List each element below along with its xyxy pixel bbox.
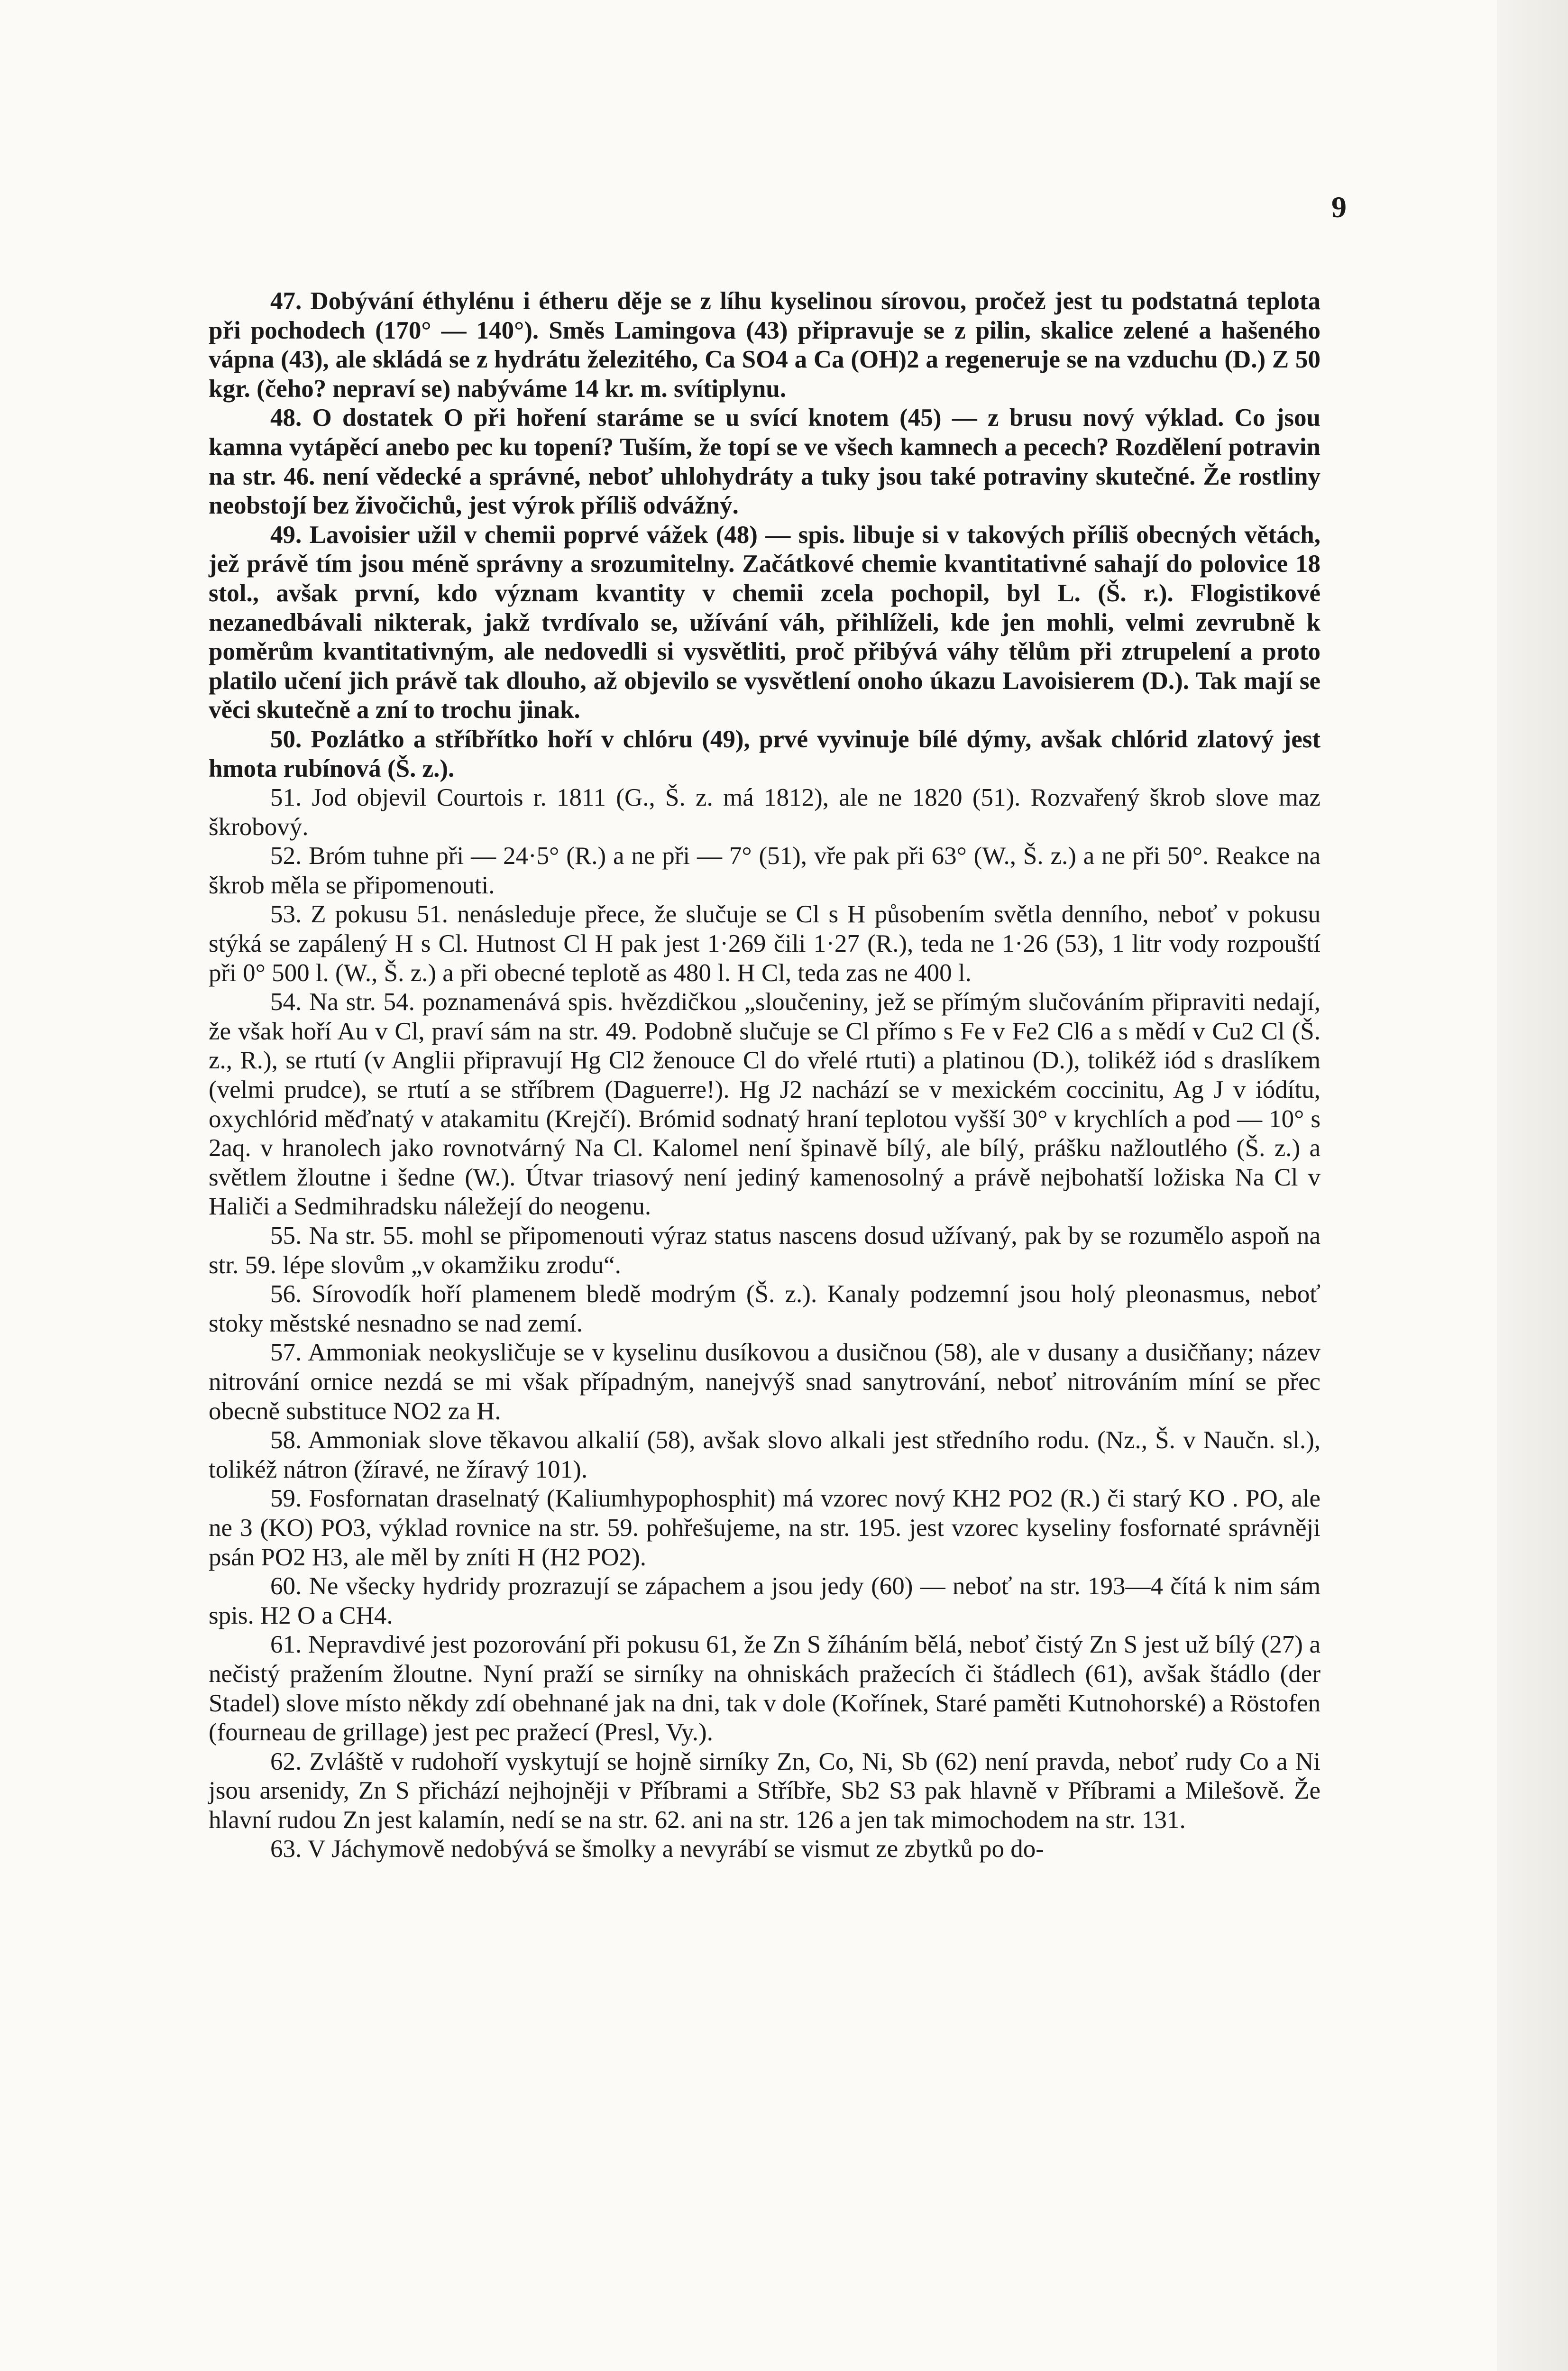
page-corner-mark bbox=[1473, 2362, 1568, 2371]
paragraph-63: 63. V Jáchymově nedobývá se šmolky a nevyrábí se vismut ze zbytků po do- bbox=[270, 1835, 1044, 1863]
paragraph-59: 59. Fosfornatan draselnatý (Kaliumhypophosphit) má vzorec nový KH2 PO2 (R.) či starý KO . PO, ale ne 3 (KO) PO3, výklad rovnice na str. 59. pohřešujeme, na str. 195. jest vzorec kyseliny fosfornaté správněji psán PO2 H3, ale měl by zníti H (H2 PO2). bbox=[209, 1485, 1320, 1571]
paragraph-53: 53. Z pokusu 51. nenásleduje přece, že slučuje se Cl s H působením světla denního, neboť v pokusu stýká se zapálený H s Cl. Hutnost Cl H pak jest 1·269 čili 1·27 (R.), teda ne 1·26 (53), 1 litr vody rozpouští při 0° 500 l. (W., Š. z.) a při obecné teplotě as 480 l. H Cl, teda zas ne 400 l. bbox=[209, 901, 1320, 987]
paragraph-62: 62. Zvláště v rudohoří vyskytují se hojně sirníky Zn, Co, Ni, Sb (62) není pravda, neboť rudy Co a Ni jsou arsenidy, Zn S přichází nejhojněji v Příbrami a Stříbře, Sb2 S3 pak hlavně v Příbrami a Milešově. Že hlavní rudou Zn jest kalamín, nedí se na str. 62. ani na str. 126 a jen tak mimochodem na str. 131. bbox=[209, 1747, 1320, 1834]
paragraph-51: 51. Jod objevil Courtois r. 1811 (G., Š. z. má 1812), ale ne 1820 (51). Rozvařený škrob slove maz škrobový. bbox=[209, 784, 1320, 841]
paragraph-54: 54. Na str. 54. poznamenává spis. hvězdičkou „sloučeniny, jež se přímým slučováním připraviti nedají, že však hoří Au v Cl, praví sám na str. 49. Podobně slučuje se Cl přímo s Fe v Fe2 Cl6 a s mědí v Cu2 Cl (Š. z., R.), se rtutí (v Anglii připravují Hg Cl2 ženouce Cl do vřelé rtuti) a platinou (D.), tolikéž iód s draslíkem (velmi prudce), se rtutí a se stříbrem (Daguerre!). Hg J2 nachází se v mexickém coccinitu, Ag J v iódítu, oxychlórid měďnatý v atakamitu (Krejčí). Brómid sodnatý hraní teplotou vyšší 30° v krychlích a pod — 10° s 2aq. v hranolech jako rovnotvárný Na Cl. Kalomel není špinavě bílý, ale bílý, prášku nažloutlého (Š. z.) a světlem žloutne i šedne (W.). Útvar triasový není jediný kamenosolný a právě nejbohatší ložiska Na Cl v Haliči a Sedmihradsku náležejí do neogenu. bbox=[209, 988, 1320, 1221]
paragraph-47: 47. Dobývání éthylénu i étheru děje se z líhu kyselinou sírovou, pročež jest tu podstatná teplota při pochodech (170° — 140°). Směs Lamingova (43) připravuje se z pilin, skalice zelené a hašeného vápna (43), ale skládá se z hydrátu železitého, Ca SO4 a Ca (OH)2 a regeneruje se na vzduchu (D.) Z 50 kgr. (čeho? nepraví se) nabýváme 14 kr. m. svítiplynu. bbox=[209, 287, 1320, 403]
paragraph-57: 57. Ammoniak neokysličuje se v kyselinu dusíkovou a dusičnou (58), ale v dusany a dusičňany; název nitrování ornice nezdá se mi však případným, nanejvýš snad sanytrování, neboť nitrováním míní se přec obecně substituce NO2 za H. bbox=[209, 1339, 1320, 1425]
page-number: 9 bbox=[1331, 190, 1347, 224]
paragraph-52: 52. Bróm tuhne při — 24·5° (R.) a ne při — 7° (51), vře pak při 63° (W., Š. z.) a ne při 50°. Reakce na škrob měla se připomenouti. bbox=[209, 842, 1320, 899]
paragraph-50: 50. Pozlátko a stříbřítko hoří v chlóru (49), prvé vyvinuje bílé dýmy, avšak chlórid zlatový jest hmota rubínová (Š. z.). bbox=[209, 725, 1320, 782]
document-body bbox=[209, 287, 1320, 1864]
paragraph-58: 58. Ammoniak slove těkavou alkalií (58), avšak slovo alkali jest středního rodu. (Nz., Š. v Naučn. sl.), tolikéž nátron (žíravé, ne žíravý 101). bbox=[209, 1426, 1320, 1483]
paragraph-56: 56. Sírovodík hoří plamenem bledě modrým (Š. z.). Kanaly podzemní jsou holý pleonasmus, neboť stoky městské nesnadno se nad zemí. bbox=[209, 1280, 1320, 1337]
paragraph-55: 55. Na str. 55. mohl se připomenouti výraz status nascens dosud užívaný, pak by se rozumělo aspoň na str. 59. lépe slovům „v okamžiku zrodu“. bbox=[209, 1222, 1320, 1279]
page-edge-shadow bbox=[1497, 0, 1568, 2371]
paragraph-48: 48. O dostatek O při hoření staráme se u svící knotem (45) — z brusu nový výklad. Co jsou kamna vytápěcí anebo pec ku topení? Tuším, že topí se ve všech kamnech a pecech? Rozdělení potravin na str. 46. není vědecké a správné, neboť uhlohydráty a tuky jsou také potraviny skutečné. Že rostliny neobstojí bez živočichů, jest výrok příliš odvážný. bbox=[209, 404, 1320, 520]
paragraph-61: 61. Nepravdivé jest pozorování při pokusu 61, že Zn S žíháním bělá, neboť čistý Zn S jest už bílý (27) a nečistý pražením žloutne. Nyní praží se sirníky na ohniskách pražecích či štádlech (61), avšak štádlo (der Stadel) slove místo někdy zdí obehnané jak na dni, tak v dole (Kořínek, Staré paměti Kutnohorské) a Röstofen (fourneau de grillage) jest pec pražecí (Presl, Vy.). bbox=[209, 1631, 1320, 1746]
paragraph-49: 49. Lavoisier užil v chemii poprvé vážek (48) — spis. libuje si v takových příliš obecných větách, jež právě tím jsou méně správny a srozumitelny. Začátkové chemie kvantitativné sahají do polovice 18 stol., avšak první, kdo význam kvantity v chemii zcela pochopil, byl L. (Š. r.). Flogistikové nezanedbávali nikterak, jakž tvrdívalo se, užívání váh, přihlíželi, kde jen mohli, velmi zevrubně k poměrům kvantitativným, ale nedovedli si vysvětliti, proč přibývá váhy tělům při ztrupelení a proto platilo učení jich právě tak dlouho, až objevilo se vysvětlení onoho úkazu Lavoisierem (D.). Tak mají se věci skutečně a zní to trochu jinak. bbox=[209, 521, 1320, 724]
paragraph-60: 60. Ne všecky hydridy prozrazují se zápachem a jsou jedy (60) — neboť na str. 193—4 čítá k nim sám spis. H2 O a CH4. bbox=[209, 1572, 1320, 1629]
